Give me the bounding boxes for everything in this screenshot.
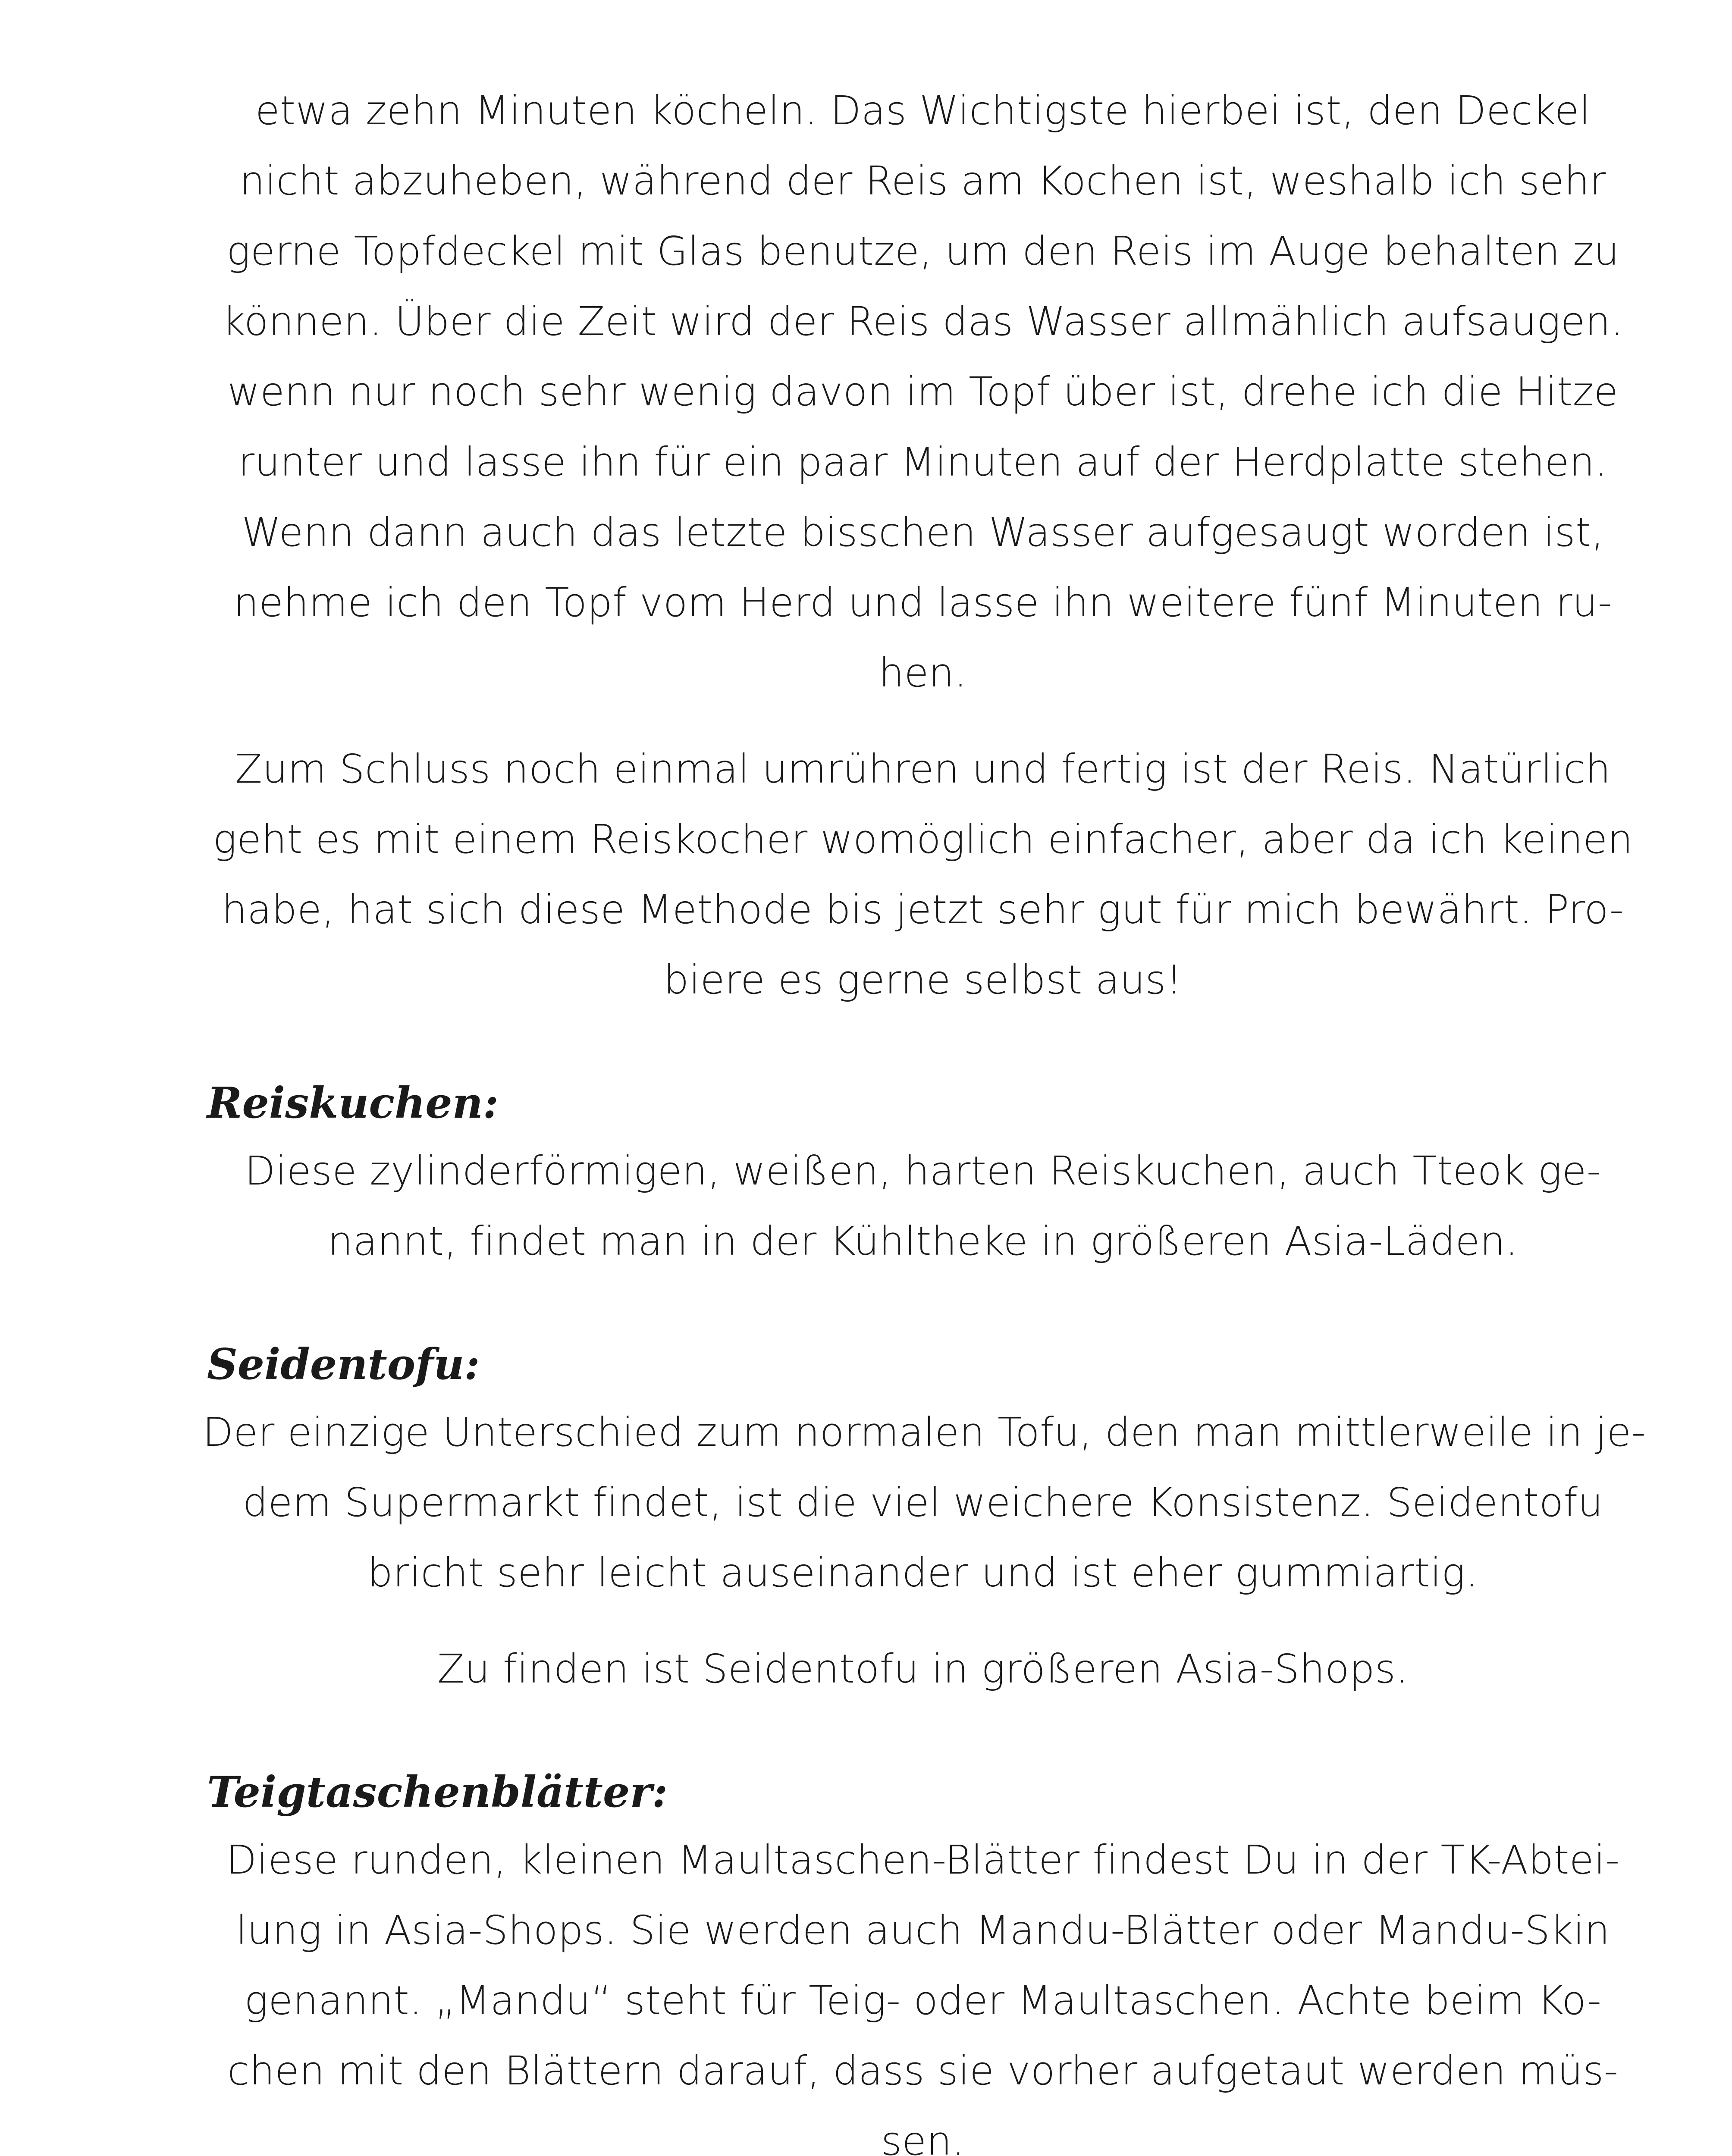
heading-teigtaschenblaetter: Teigtaschenblätter:: [207, 1767, 668, 1817]
text-line: Der einzige Unterschied zum normalen Tofu, den man mittlerweile in je-: [203, 1409, 1646, 1455]
text-line: Diese runden, kleinen Maultaschen-Blätter findest Du in der TK-Abtei-: [226, 1837, 1620, 1883]
text-line: Zum Schluss noch einmal umrühren und fertig ist der Reis. Natürlich: [235, 746, 1611, 792]
paragraph-reiskuchen: [203, 1136, 1643, 1276]
text-line: biere es gerne selbst aus!: [663, 957, 1183, 1003]
text-line: chen mit den Blättern darauf, dass sie vorher aufgetaut werden müs-: [227, 2048, 1619, 2094]
text-line: nicht abzuheben, während der Reis am Kochen ist, weshalb ich sehr: [239, 158, 1606, 204]
paragraph-seidentofu: [203, 1397, 1646, 1608]
heading-reiskuchen: Reiskuchen:: [207, 1078, 499, 1128]
text-line: habe, hat sich diese Methode bis jetzt sehr gut für mich bewährt. Pro-: [222, 887, 1624, 933]
text-line: genannt. „Mandu“ steht für Teig- oder Maultaschen. Achte beim Ko-: [244, 1977, 1602, 2024]
text-line: etwa zehn Minuten köcheln. Das Wichtigste hierbei ist, den Deckel: [255, 88, 1591, 134]
paragraph-teigtaschenblaetter: [203, 1825, 1643, 2156]
text-line: Zu finden ist Seidentofu in größeren Asia-Shops.: [437, 1646, 1409, 1692]
paragraph-seidentofu-shops: [203, 1634, 1643, 1704]
text-line: können. Über die Zeit wird der Reis das Wasser allmählich aufsaugen.: [222, 298, 1624, 345]
text-line: dem Supermarkt findet, ist die viel weichere Konsistenz. Seidentofu: [242, 1479, 1603, 1526]
paragraph-rice-cooking: [203, 75, 1643, 708]
heading-seidentofu: Seidentofu:: [207, 1340, 480, 1389]
text-line: wenn nur noch sehr wenig davon im Topf über ist, drehe ich die Hitze: [227, 369, 1619, 415]
text-line: Wenn dann auch das letzte bisschen Wasser aufgesaugt worden ist,: [242, 509, 1604, 555]
text-line: lung in Asia-Shops. Sie werden auch Mandu-Blätter oder Mandu-Skin: [236, 1907, 1610, 1953]
text-line: gerne Topfdeckel mit Glas benutze, um den Reis im Auge behalten zu: [226, 228, 1619, 274]
paragraph-rice-conclusion: [203, 734, 1643, 1015]
text-line: nannt, findet man in der Kühltheke in größeren Asia-Läden.: [327, 1218, 1519, 1264]
text-line: nehme ich den Topf vom Herd und lasse ihn weitere fünf Minuten ru-: [233, 580, 1613, 626]
text-line: Diese zylinderförmigen, weißen, harten Reiskuchen, auch Tteok ge-: [245, 1148, 1601, 1194]
text-line: hen.: [879, 650, 967, 696]
text-line: runter und lasse ihn für ein paar Minuten auf der Herdplatte stehen.: [238, 439, 1608, 485]
text-column: [203, 75, 1646, 2156]
text-line: geht es mit einem Reiskocher womöglich einfacher, aber da ich keinen: [213, 816, 1633, 862]
text-line: bricht sehr leicht auseinander und ist eher gummiartig.: [367, 1550, 1478, 1596]
text-line: sen.: [881, 2118, 965, 2156]
